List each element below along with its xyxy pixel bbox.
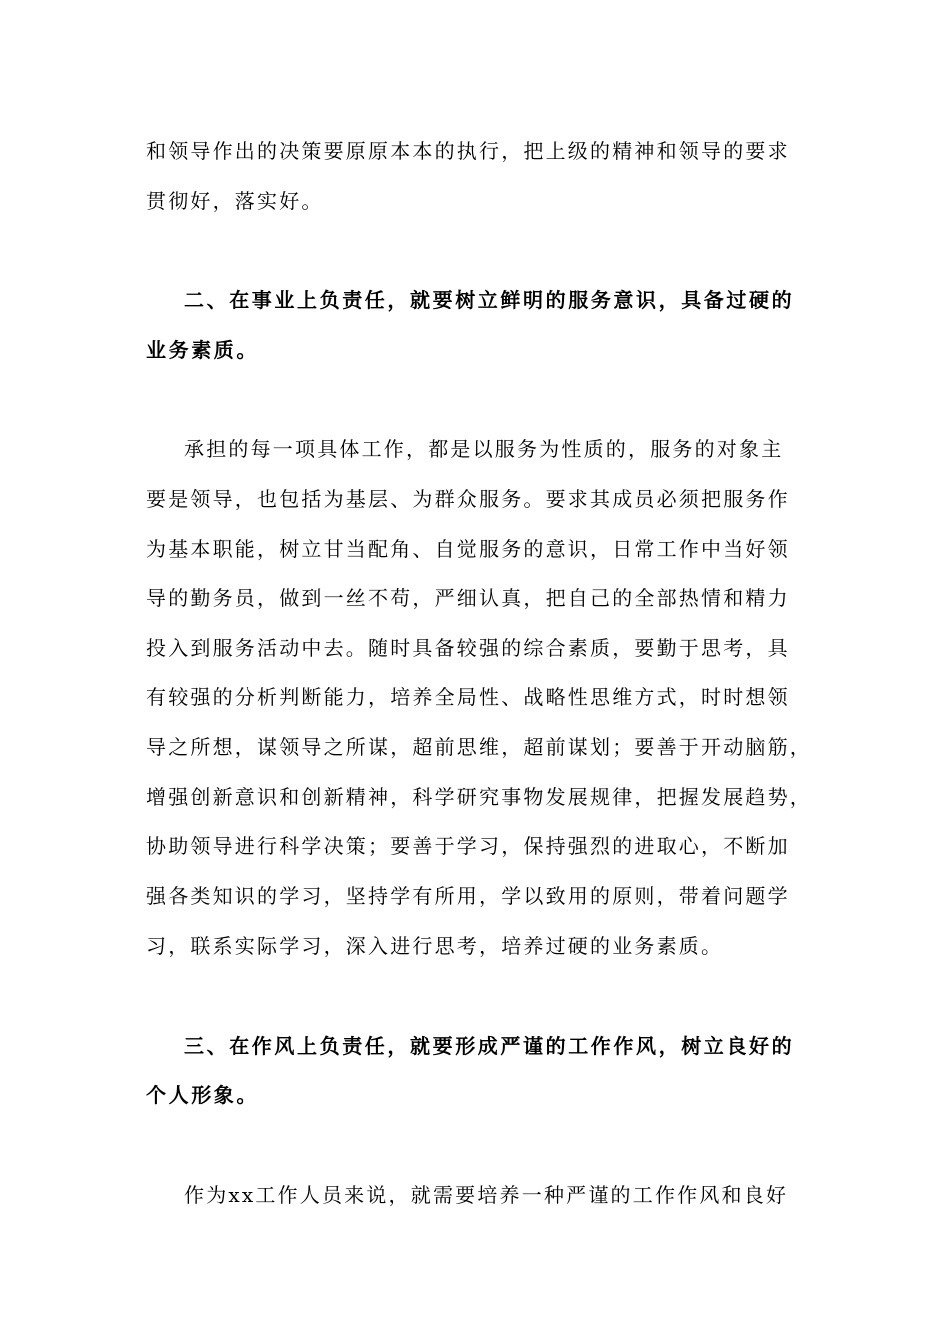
paragraph-line: 增强创新意识和创新精神，科学研究事物发展规律，把握发展趋势， <box>146 785 812 809</box>
section-heading: 个人形象。 <box>146 1083 259 1107</box>
section-heading: 业务素质。 <box>146 338 259 362</box>
paragraph-line: 有较强的分析判断能力，培养全局性、战略性思维方式，时时想领 <box>146 685 790 709</box>
paragraph-line: 贯彻好，落实好。 <box>146 189 324 213</box>
paragraph-line: 要是领导，也包括为基层、为群众服务。要求其成员必须把服务作 <box>146 487 790 511</box>
paragraph-line: 投入到服务活动中去。随时具备较强的综合素质，要勤于思考，具 <box>146 636 790 660</box>
paragraph-line: 协助领导进行科学决策；要善于学习，保持强烈的进取心，不断加 <box>146 834 790 858</box>
paragraph-line: 承担的每一项具体工作，都是以服务为性质的，服务的对象主 <box>184 437 784 461</box>
paragraph-line: 强各类知识的学习，坚持学有所用，学以致用的原则，带着问题学 <box>146 884 790 908</box>
section-heading: 二、在事业上负责任，就要树立鲜明的服务意识，具备过硬的 <box>184 288 795 312</box>
section-heading: 三、在作风上负责任，就要形成严谨的工作作风，树立良好的 <box>184 1034 795 1058</box>
paragraph-line: 导的勤务员，做到一丝不苟，严细认真，把自己的全部热情和精力 <box>146 586 790 610</box>
paragraph-line: 习，联系实际学习，深入进行思考，培养过硬的业务素质。 <box>146 934 724 958</box>
paragraph-line: 作为xx工作人员来说，就需要培养一种严谨的工作作风和良好 <box>184 1183 789 1207</box>
paragraph-line: 为基本职能，树立甘当配角、自觉服务的意识，日常工作中当好领 <box>146 537 790 561</box>
paragraph-line: 和领导作出的决策要原原本本的执行，把上级的精神和领导的要求 <box>146 139 790 163</box>
paragraph-line: 导之所想，谋领导之所谋，超前思维，超前谋划；要善于开动脑筋， <box>146 735 812 759</box>
